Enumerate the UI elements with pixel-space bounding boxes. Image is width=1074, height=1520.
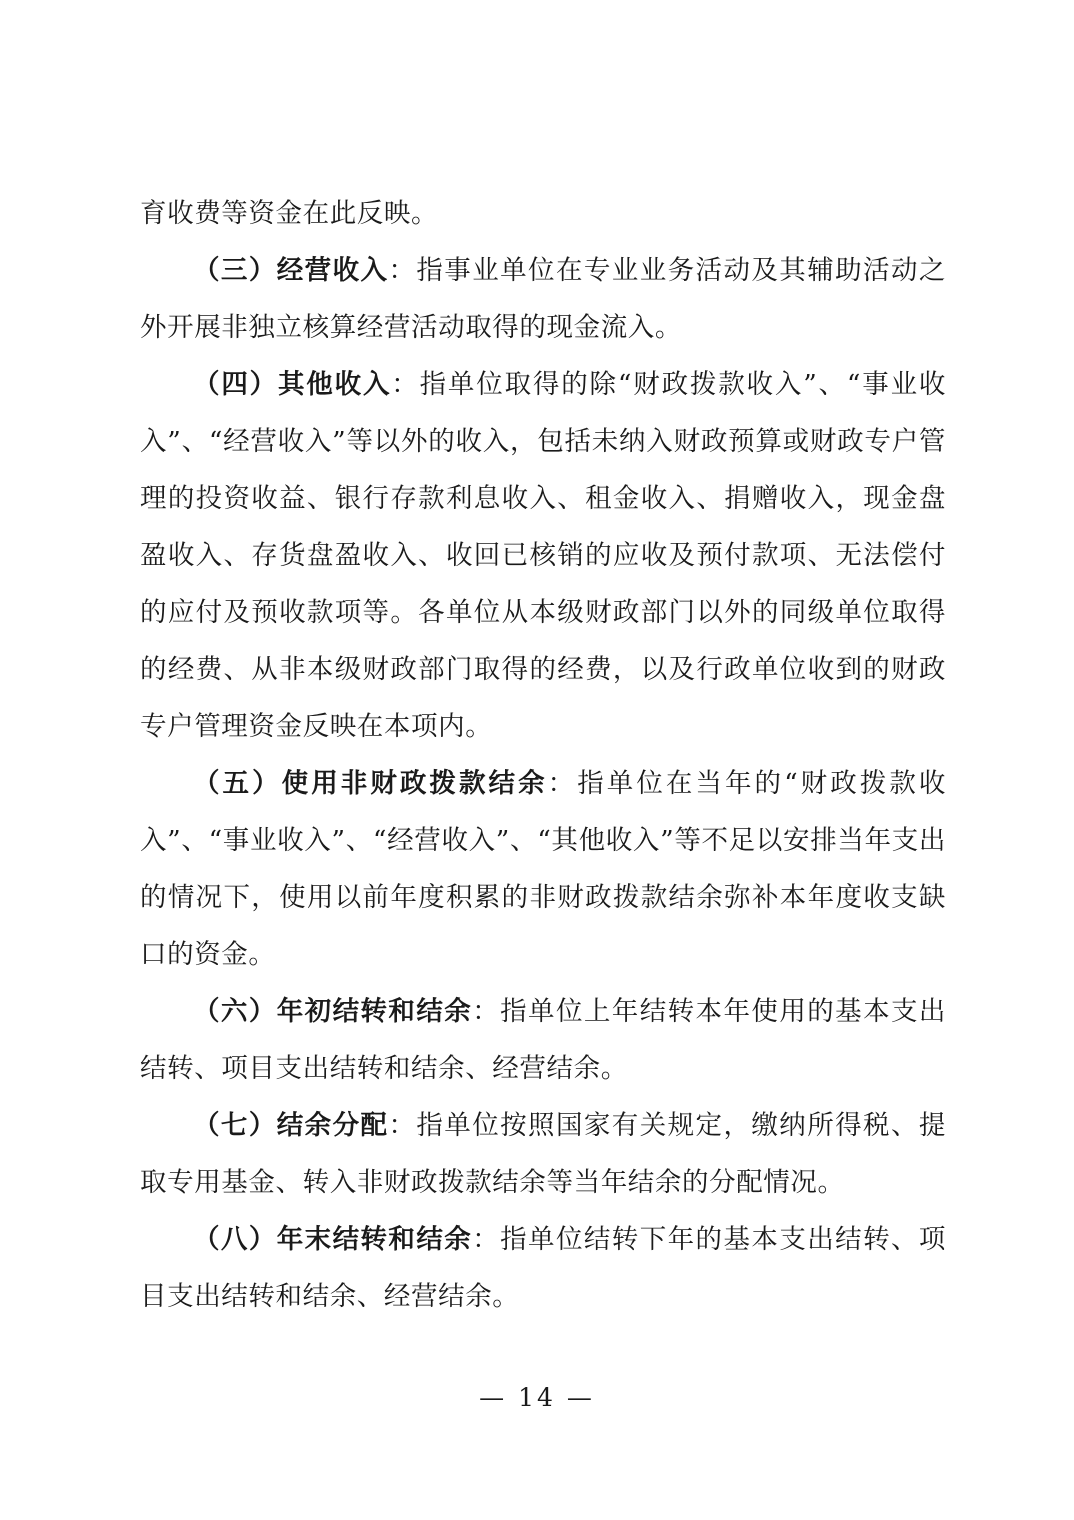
page-number: — 14 —	[479, 1383, 595, 1412]
paragraph-lead: （六）年初结转和结余	[193, 996, 473, 1027]
paragraph-text: ：指单位结转下年的基本支出结转、项目支出结转和结余、经营结余。	[140, 1224, 947, 1312]
paragraph-text: 育收费等资金在此反映。	[140, 198, 439, 229]
paragraph-text: ：指单位上年结转本年使用的基本支出结转、项目支出结转和结余、经营结余。	[140, 996, 947, 1084]
paragraph-text: ：指单位按照国家有关规定，缴纳所得税、提取专用基金、转入非财政拨款结余等当年结余的分配情况。	[140, 1110, 947, 1198]
paragraph	[140, 185, 946, 242]
paragraph-lead: （四）其他收入	[193, 369, 392, 400]
paragraph-lead: （五）使用非财政拨款结余	[193, 768, 548, 799]
paragraph	[140, 755, 946, 983]
paragraph-lead: （八）年末结转和结余	[193, 1224, 473, 1255]
paragraph	[140, 356, 946, 755]
document-body	[140, 185, 946, 1325]
paragraph	[140, 1097, 946, 1211]
paragraph	[140, 983, 946, 1097]
paragraph-text: ：指单位取得的除“财政拨款收入”、“事业收入”、“经营收入”等以外的收入，包括未纳入财政预算或财政专户管理的投资收益、银行存款利息收入、租金收入、捐赠收入，现金盘盈收入、存货盘盈收入、收回已核销的应收及预付款项、无法偿付的应付及预收款项等。各单位从本级财政部门以外的同级单位取得的经费、从非本级财政部门取得的经费，以及行政单位收到的财政专户管理资金反映在本项内。	[140, 369, 947, 742]
paragraph	[140, 1211, 946, 1325]
paragraph-text: ：指单位在当年的“财政拨款收入”、“事业收入”、“经营收入”、“其他收入”等不足以安排当年支出的情况下，使用以前年度积累的非财政拨款结余弥补本年度收支缺口的资金。	[140, 768, 947, 970]
paragraph-lead: （三）经营收入	[193, 255, 389, 286]
paragraph-text: ：指事业单位在专业业务活动及其辅助活动之外开展非独立核算经营活动取得的现金流入。	[140, 255, 947, 343]
page-footer	[0, 1383, 1074, 1412]
paragraph-lead: （七）结余分配	[193, 1110, 389, 1141]
paragraph	[140, 242, 946, 356]
